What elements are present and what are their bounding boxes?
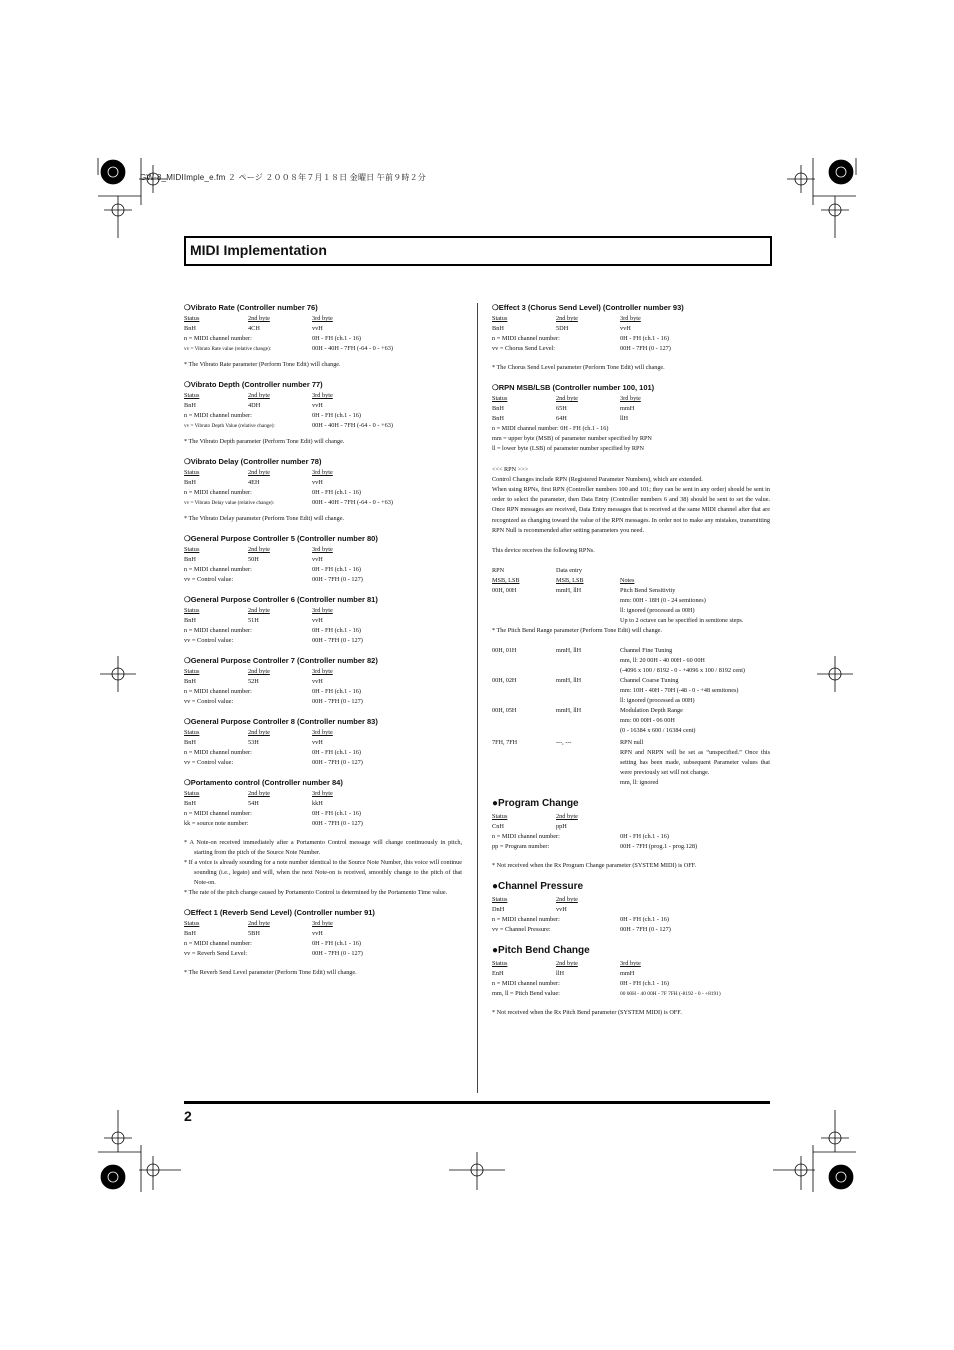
byte3-value: vvH <box>312 402 323 409</box>
col-3rd: 3rd byte <box>620 395 641 402</box>
status-value: BnH <box>184 617 196 624</box>
col-3rd: 3rd byte <box>620 315 641 322</box>
col-status: Status <box>184 315 200 322</box>
col-status: Status <box>492 395 508 402</box>
rpn-table-header <box>492 576 770 586</box>
param-label: n = MIDI channel number: <box>184 412 252 419</box>
param-value: 0H - FH (ch.1 - 16) <box>312 566 361 573</box>
byte3-value: vvH <box>312 930 323 937</box>
col-2nd: 2nd byte <box>248 920 270 927</box>
param-label: n = MIDI channel number: <box>492 980 560 988</box>
param-value: 00H - 7FH (0 - 127) <box>620 345 671 352</box>
param-label: n = MIDI channel number: <box>184 335 252 342</box>
page-number: 2 <box>184 1108 192 1124</box>
rpn-cell: 00H, 01H <box>492 647 517 655</box>
rpn-note-line: Modulation Depth Range <box>620 707 683 715</box>
byte3-value: vvH <box>312 325 323 332</box>
col-status: Status <box>492 896 508 904</box>
byte3-value: vvH <box>312 479 323 486</box>
table-row <box>492 706 770 736</box>
rpn-notes <box>620 738 770 788</box>
param-value: 00H - 40H - 7FH (-64 - 0 - +63) <box>312 499 394 506</box>
file-header: GW-8_MIDIImple_e.fm ２ ページ ２００８年７月１８日 金曜日 午前９時２分 <box>140 173 426 182</box>
vibrato-rate-section <box>184 303 462 370</box>
param-value: 00H - 7FH (prog.1 - prog.128) <box>620 843 698 851</box>
effect3-section <box>492 303 770 373</box>
param-label: kk = source note number: <box>184 820 249 827</box>
col-2nd: 2nd byte <box>248 315 270 322</box>
col-2nd: 2nd byte <box>248 729 270 736</box>
param-label: vv = Vibrato Depth Value (relative change): <box>184 423 275 429</box>
th-msb-lsb: MSB, LSB <box>492 577 520 585</box>
col-3rd: 3rd byte <box>312 469 333 476</box>
rpn-note-line: ll: ignored (processed as 00H) <box>620 697 695 705</box>
byte3-value: mmH <box>620 405 635 412</box>
col-2nd: 2nd byte <box>248 469 270 476</box>
byte2-value: 4CH <box>248 325 260 332</box>
rpn-notes <box>620 676 770 706</box>
byte2-value: 53H <box>248 739 259 746</box>
param-value: 00H - 7FH (0 - 127) <box>312 637 363 644</box>
page-title: MIDI Implementation <box>190 242 327 258</box>
column-divider <box>477 303 478 1093</box>
section-title: ●Channel Pressure <box>492 881 584 893</box>
status-value: CnH <box>492 823 504 831</box>
col-3rd: 3rd byte <box>312 392 333 399</box>
section-title: ❍Vibrato Delay (Controller number 78) <box>184 457 322 466</box>
table-row <box>492 738 770 788</box>
rpn-note-line: Pitch Bend Sensitivity <box>620 587 676 595</box>
section-title: ❍General Purpose Controller 8 (Controller number 83) <box>184 717 378 726</box>
footer-rule <box>184 1101 770 1104</box>
param-value: 0H - FH (ch.1 - 16) <box>312 489 361 496</box>
param-label: vv = Reverb Send Level: <box>184 950 248 957</box>
rpn-cell: mmH, llH <box>556 647 582 655</box>
col-status: Status <box>184 790 200 797</box>
rpn-note-line: ll: ignored (processed as 00H) <box>620 607 695 615</box>
status-value: BnH <box>184 800 196 807</box>
rpn-section <box>492 383 770 788</box>
table-row <box>492 646 770 676</box>
section-title: ❍General Purpose Controller 5 (Controller number 80) <box>184 534 378 543</box>
byte3-value: vvH <box>312 617 323 624</box>
col-2nd: 2nd byte <box>248 790 270 797</box>
col-3rd: 3rd byte <box>312 920 333 927</box>
byte2-value: ppH <box>556 823 567 831</box>
note: * The rate of the pitch change caused by Portamento Control is determined by the Portamento Time value. <box>184 889 448 896</box>
param-value: 0H - FH (ch.1 - 16) <box>312 412 361 419</box>
rpn-cell: 00H, 05H <box>492 707 517 715</box>
section-title: ❍RPN MSB/LSB (Controller number 100, 101) <box>492 383 655 392</box>
col-3rd: 3rd byte <box>312 729 333 736</box>
byte2-value: llH <box>556 970 565 978</box>
table-row <box>492 676 770 706</box>
note: * Not received when the Rx Program Change parameter (SYSTEM MIDI) is OFF. <box>492 862 697 870</box>
col-status: Status <box>184 729 200 736</box>
rpn-notes <box>620 706 770 736</box>
rpn-table-header <box>492 566 770 576</box>
gpc8-section <box>184 717 462 768</box>
byte2-value: 5BH <box>248 930 260 937</box>
note: * The Vibrato Rate parameter (Perform Tone Edit) will change. <box>184 361 341 368</box>
gpc7-section <box>184 656 462 707</box>
rpn-cell: 7FH, 7FH <box>492 739 518 747</box>
section-title: ❍Vibrato Rate (Controller number 76) <box>184 303 318 312</box>
byte2-value: 52H <box>248 678 259 685</box>
note: * If a voice is already sounding for a note number identical to the Source Note Number, this voice will continue sounding (i.e., legato) and will, when the next Note-on is received, smoothly change to the pitch of that Note-on. <box>184 859 462 886</box>
table-row <box>492 586 770 626</box>
param-label: n = MIDI channel number: <box>184 566 252 573</box>
gpc5-section <box>184 534 462 585</box>
status-value: BnH <box>492 415 504 422</box>
rpn-note-line: mm: 00H - 18H (0 - 24 semitones) <box>620 597 706 605</box>
status-value: BnH <box>184 678 196 685</box>
rpn-note-line: mm, ll: 20 00H - 40 00H - 60 00H <box>620 657 705 665</box>
byte3-value: kkH <box>312 800 323 807</box>
rpn-cell: 00H, 02H <box>492 677 517 685</box>
param-label: vv = Control value: <box>184 637 234 644</box>
param-value: 00H - 7FH (0 - 127) <box>312 576 363 583</box>
param-value: 00H - 40H - 7FH (-64 - 0 - +63) <box>312 345 394 352</box>
param-value: 0H - FH (ch.1 - 16) <box>620 916 669 924</box>
section-title: ●Pitch Bend Change <box>492 945 590 957</box>
col-2nd: 2nd byte <box>556 395 578 402</box>
param-label: n = MIDI channel number: <box>184 688 252 695</box>
rpn-note-line: mm: 10H - 40H - 70H (-48 - 0 - +48 semitones) <box>620 687 739 695</box>
status-value: BnH <box>492 325 504 332</box>
col-2nd: 2nd byte <box>248 392 270 399</box>
rpn-note-line: RPN and NRPN will be set as “unspecified.” Once this setting has been made, subsequent Parameter values that were previously set will not change. <box>620 749 770 777</box>
rpn-cell: ---, --- <box>556 739 572 747</box>
col-2nd: 2nd byte <box>556 813 578 821</box>
param-label: mm, ll = Pitch Bend value: <box>492 990 560 998</box>
byte2-value: 4EH <box>248 479 260 486</box>
param-label: n = MIDI channel number: <box>492 833 560 841</box>
param-label: pp = Program number: <box>492 843 550 851</box>
left-column <box>184 303 462 988</box>
param-value: 0H - FH (ch.1 - 16) <box>312 749 361 756</box>
col-2nd: 2nd byte <box>248 668 270 675</box>
param-value: 0H - FH (ch.1 - 16) <box>312 627 361 634</box>
col-status: Status <box>184 546 200 553</box>
section-title: ❍Portamento control (Controller number 84) <box>184 778 343 787</box>
status-value: BnH <box>184 325 196 332</box>
param-value: 0H - FH (ch.1 - 16) <box>620 980 669 988</box>
param-label: vv = Control value: <box>184 698 234 705</box>
byte3-value: vvH <box>312 678 323 685</box>
param-label: n = MIDI channel number: <box>184 749 252 756</box>
byte3-value: llH <box>620 415 629 422</box>
param-value: 00H - 40H - 7FH (-64 - 0 - +63) <box>312 422 394 429</box>
param-value: 00H - 7FH (0 - 127) <box>620 926 671 934</box>
rpn-ll-line: ll = lower byte (LSB) of parameter number specified by RPN <box>492 445 644 453</box>
col-2nd: 2nd byte <box>248 607 270 614</box>
channel-pressure-section <box>492 881 770 935</box>
param-label: vv = Control value: <box>184 576 234 583</box>
col-3rd: 3rd byte <box>312 790 333 797</box>
status-value: BnH <box>184 479 196 486</box>
rpn-paragraph: When using RPNs, first RPN (Controller numbers 100 and 101; they can be sent in any order) should be sent in order to select the parameter, then Data Entry (Controller numbers 6 and 38) should be sent to set the value. Once RPN messages are received, Data Entry messages that is received at the same MIDI channel after that are recognized as changing toward the value of the RPN messages. In order not to make any mistakes, transmitting RPN Null is recommended after setting parameters you need. <box>492 486 770 534</box>
rpn-cell: mmH, llH <box>556 677 582 685</box>
param-value: 00H - 7FH (0 - 127) <box>312 950 363 957</box>
rpn-note-line: mm: 00 00H - 06 00H <box>620 717 675 725</box>
param-value: 0H - FH (ch.1 - 16) <box>312 335 361 342</box>
rpn-heading: <<< RPN >>> <box>492 465 529 473</box>
param-label: n = MIDI channel number: <box>184 489 252 496</box>
section-title: ❍Effect 3 (Chorus Send Level) (Controller number 93) <box>492 303 684 312</box>
rpn-note-line: Up to 2 octave can be specified in semitone steps. <box>620 617 744 625</box>
param-label: vv = Chorus Send Level: <box>492 345 556 352</box>
status-value: BnH <box>184 556 196 563</box>
col-status: Status <box>184 469 200 476</box>
col-status: Status <box>184 607 200 614</box>
byte2-value: 50H <box>248 556 259 563</box>
note: * The Pitch Bend Range parameter (Perform Tone Edit) will change. <box>492 627 662 635</box>
section-title: ❍Effect 1 (Reverb Send Level) (Controller number 91) <box>184 908 375 917</box>
col-status: Status <box>184 392 200 399</box>
param-label: vv = Vibrato Delay value (relative change): <box>184 500 275 506</box>
th-msb-lsb: MSB, LSB <box>556 577 584 585</box>
col-3rd: 3rd byte <box>312 607 333 614</box>
byte3-value: vvH <box>312 556 323 563</box>
col-status: Status <box>492 813 508 821</box>
param-value: 0H - FH (ch.1 - 16) <box>620 335 669 342</box>
note: * The Vibrato Delay parameter (Perform Tone Edit) will change. <box>184 515 345 522</box>
vibrato-delay-section <box>184 457 462 524</box>
right-column <box>492 303 770 1028</box>
col-status: Status <box>184 920 200 927</box>
param-label: n = MIDI channel number: <box>184 810 252 817</box>
note: * A Note-on received immediately after a Portamento Control message will change continuously in pitch, starting from the pitch of the Source Note Number. <box>184 839 462 856</box>
param-value: 00H - 7FH (0 - 127) <box>312 759 363 766</box>
col-2nd: 2nd byte <box>556 960 578 968</box>
rpn-cell: 00H, 00H <box>492 587 517 595</box>
status-value: DnH <box>492 906 505 914</box>
pitch-bend-section <box>492 945 770 1018</box>
col-3rd: 3rd byte <box>312 546 333 553</box>
param-value: 00H - 7FH (0 - 127) <box>312 820 363 827</box>
note: * The Chorus Send Level parameter (Perform Tone Edit) will change. <box>492 364 665 371</box>
col-status: Status <box>492 960 508 968</box>
rpn-cell: mmH, llH <box>556 707 582 715</box>
col-status: Status <box>492 315 508 322</box>
param-label: n = MIDI channel number: <box>184 627 252 634</box>
param-label: vv = Vibrato Rate value (relative change): <box>184 346 272 352</box>
rpn-note-line: Channel Fine Tuning <box>620 647 673 655</box>
rpn-paragraph: Control Changes include RPN (Registered Parameter Numbers), which are extended. <box>492 475 703 483</box>
col-2nd: 2nd byte <box>248 546 270 553</box>
th-notes: Notes <box>620 577 635 585</box>
byte2-value: 64H <box>556 415 567 422</box>
page-title-box <box>184 236 772 266</box>
byte2-value: 65H <box>556 405 567 412</box>
section-title: ❍Vibrato Depth (Controller number 77) <box>184 380 323 389</box>
portamento-section <box>184 778 462 898</box>
param-value: 00H - 7FH (0 - 127) <box>312 698 363 705</box>
th-rpn: RPN <box>492 567 505 575</box>
byte2-value: vvH <box>556 906 567 914</box>
param-label: n = MIDI channel number: <box>492 335 560 342</box>
rpn-note-line: mm, ll: ignored <box>620 779 659 787</box>
effect1-section <box>184 908 462 978</box>
rpn-note-line: (0 - 16384 x 600 / 16384 cent) <box>620 727 696 735</box>
param-label: vv = Channel Pressure: <box>492 926 551 934</box>
rpn-n-line: n = MIDI channel number: 0H - FH (ch.1 - 16) <box>492 425 609 432</box>
param-value: 0H - FH (ch.1 - 16) <box>312 688 361 695</box>
byte2-value: 54H <box>248 800 259 807</box>
byte2-value: 51H <box>248 617 259 624</box>
status-value: BnH <box>184 739 196 746</box>
byte2-value: 4DH <box>248 402 261 409</box>
param-label: n = MIDI channel number: <box>492 916 560 924</box>
col-3rd: 3rd byte <box>312 315 333 322</box>
param-value: 0H - FH (ch.1 - 16) <box>312 940 361 947</box>
note: * The Vibrato Depth parameter (Perform Tone Edit) will change. <box>184 438 345 445</box>
gpc6-section <box>184 595 462 646</box>
rpn-notes <box>620 646 770 676</box>
status-value: BnH <box>492 405 504 412</box>
vibrato-depth-section <box>184 380 462 447</box>
param-value: 0H - FH (ch.1 - 16) <box>312 810 361 817</box>
status-value: EnH <box>492 970 504 978</box>
byte2-value: 5DH <box>556 325 569 332</box>
th-data-entry: Data entry <box>556 567 582 575</box>
col-3rd: 3rd byte <box>312 668 333 675</box>
section-title: ●Program Change <box>492 798 579 810</box>
param-label: n = MIDI channel number: <box>184 940 252 947</box>
section-title: ❍General Purpose Controller 7 (Controller number 82) <box>184 656 378 665</box>
section-title: ❍General Purpose Controller 6 (Controller number 81) <box>184 595 378 604</box>
note: * Not received when the Rx Pitch Bend parameter (SYSTEM MIDI) is OFF. <box>492 1009 682 1017</box>
byte3-value: vvH <box>312 739 323 746</box>
param-value: 0H - FH (ch.1 - 16) <box>620 833 669 841</box>
col-status: Status <box>184 668 200 675</box>
param-value: 00 00H - 40 00H - 7F 7FH (-8192 - 0 - +8191) <box>620 991 721 998</box>
rpn-cell: mmH, llH <box>556 587 582 595</box>
status-value: BnH <box>184 402 196 409</box>
program-change-section <box>492 798 770 871</box>
rpn-note-line: Channel Coarse Tuning <box>620 677 679 685</box>
rpn-note-line: RPN null <box>620 739 644 747</box>
col-2nd: 2nd byte <box>556 315 578 322</box>
byte3-value: vvH <box>620 325 631 332</box>
param-label: vv = Control value: <box>184 759 234 766</box>
col-3rd: 3rd byte <box>620 960 641 968</box>
col-2nd: 2nd byte <box>556 896 578 904</box>
status-value: BnH <box>184 930 196 937</box>
note: * The Reverb Send Level parameter (Perform Tone Edit) will change. <box>184 969 357 976</box>
rpn-note-line: (-4096 x 100 / 8192 - 0 - +4096 x 100 / 8192 cent) <box>620 667 745 675</box>
rpn-paragraph: This device receives the following RPNs. <box>492 547 595 555</box>
rpn-notes <box>620 586 770 626</box>
rpn-mm-line: mm = upper byte (MSB) of parameter number specified by RPN <box>492 435 652 443</box>
byte3-value: mmH <box>620 970 635 978</box>
